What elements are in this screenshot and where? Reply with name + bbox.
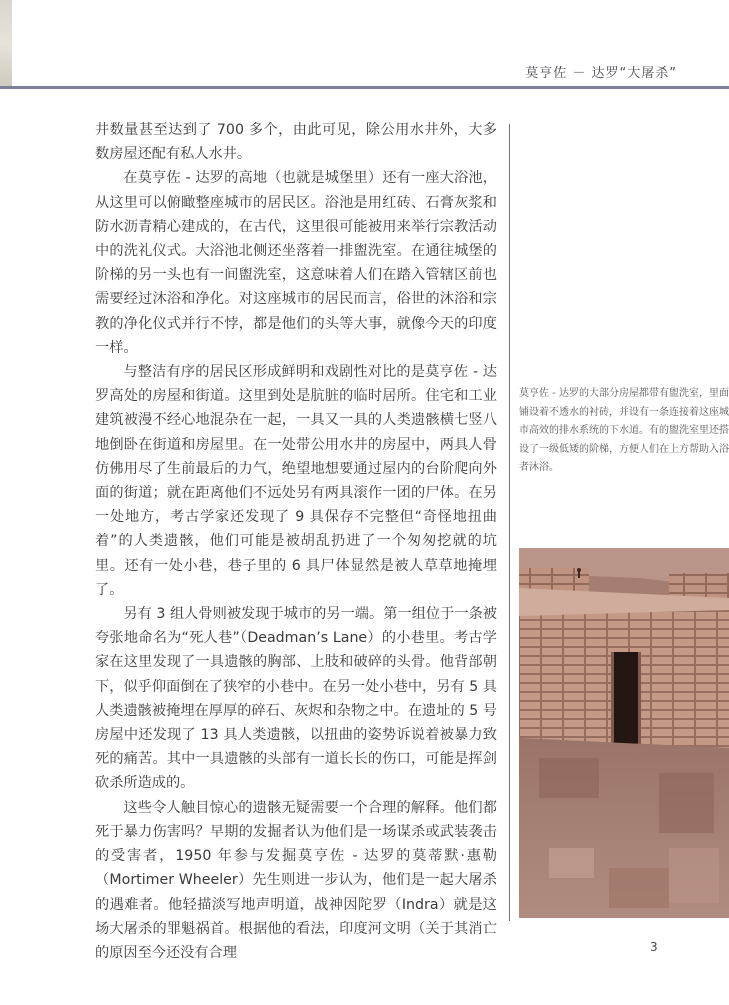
- column-divider: [509, 124, 510, 921]
- page-number: 3: [650, 940, 658, 954]
- paragraph-3: 与整洁有序的居民区形成鲜明和戏剧性对比的是莫亨佐 - 达罗高处的房屋和街道。这里到处是肮脏的临时居所。住宅和工业建筑被漫不经心地混杂在一起，一具又一具的人类遗骸横七竖八地倒卧在街道和房屋里。在一处带公用水井的房屋中，两具人骨仿佛用尽了生前最后的力气，绝望地想要通过屋内的台阶爬向外面的街道；就在距离他们不远处另有两具滚作一团的尸体。在另一处地方，考古学家还发现了 9 具保存不完整但“奇怪地扭曲着”的人类遗骸，他们可能是被胡乱扔进了一个匆匆挖就的坑里。还有一处小巷，巷子里的 6 具尸体显然是被人草草地掩埋了。: [95, 364, 497, 598]
- page-header: [0, 0, 729, 87]
- header-decorative-stripe: [0, 0, 12, 87]
- paragraph-5: 这些令人触目惊心的遗骸无疑需要一个合理的解释。他们都死于暴力伤害吗？早期的发掘者认为他们是一场谋杀或武装袭击的受害者，1950 年参与发掘莫亨佐 - 达罗的莫蒂默·惠勒（Mortimer Wheeler）先生则进一步认为，他们是一起大屠杀的遇难者。他轻描淡写地声明道，战神因陀罗（Indra）就是这场大屠杀的罪魁祸首。根据他的看法，印度河文明（关于其消亡的原因至今还没有合理: [95, 799, 497, 961]
- paragraph-1: 井数量甚至达到了 700 多个，由此可见，除公用水井外，大多数房屋还配有私人水井。: [95, 122, 497, 163]
- photo-caption: 莫亨佐 - 达罗的大部分房屋都带有盥洗室，里面铺设着不透水的衬砖，并设有一条连接着这座城市高效的排水系统的下水道。有的盥洗室里还搭设了一级低矮的阶梯，方便人们在上方帮助入浴者沐浴。: [519, 388, 729, 473]
- main-text-column: [95, 118, 497, 965]
- brick-ruins-illustration: [519, 548, 729, 918]
- running-header-title: 莫亨佐 － 达罗“大屠杀”: [525, 66, 677, 81]
- paragraph-4: 另有 3 组人骨则被发现于城市的另一端。第一组位于一条被夸张地命名为“死人巷”（Deadman’s Lane）的小巷里。考古学家在这里发现了一具遗骸的胸部、上肢和破碎的头骨。他背部朝下，似乎仰面倒在了狭窄的小巷中。在另一处小巷中，另有 5 具人类遗骸被掩埋在厚厚的碎石、灰烬和杂物之中。在遗址的 5 号房屋中还发现了 13 具人类遗骸，以扭曲的姿势诉说着被暴力致死的痛苦。其中一具遗骸的头部有一道长长的伤口，可能是挥剑砍杀所造成的。: [95, 606, 497, 792]
- header-divider: [0, 86, 729, 89]
- paragraph-2: 在莫亨佐 - 达罗的高地（也就是城堡里）还有一座大浴池，从这里可以俯瞰整座城市的居民区。浴池是用红砖、石膏灰浆和防水沥青精心建成的，在古代，这里很可能被用来举行宗教活动中的洗礼仪式。大浴池北侧还坐落着一排盥洗室。在通往城堡的阶梯的另一头也有一间盥洗室，这意味着人们在踏入管辖区前也需要经过沐浴和净化。对这座城市的居民而言，俗世的沐浴和宗教的净化仪式并行不悖，都是他们的头等大事，就像今天的印度一样。: [95, 170, 497, 356]
- bathroom-ruins-photo: [519, 548, 729, 918]
